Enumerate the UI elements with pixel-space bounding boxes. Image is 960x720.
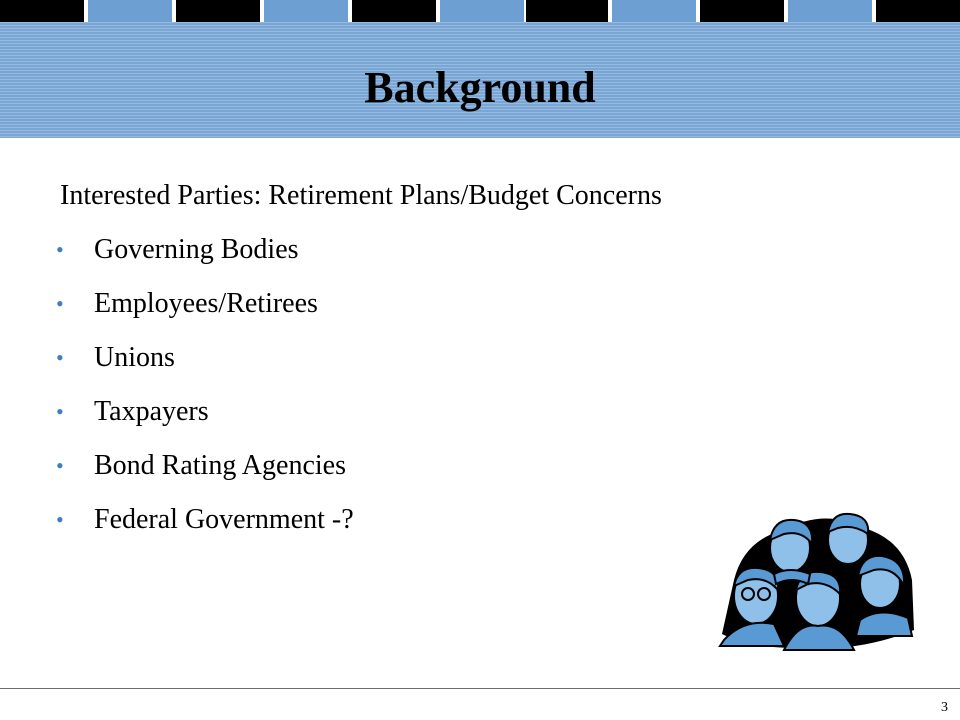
bullet-icon: • [56, 345, 64, 370]
top-decorative-strip [0, 0, 960, 22]
footer-divider [0, 688, 960, 689]
intro-text: Interested Parties: Retirement Plans/Budget Concerns [60, 180, 662, 211]
bullet-text: Employees/Retirees [94, 288, 318, 319]
list-item [56, 392, 354, 446]
strip-block [176, 0, 260, 22]
bullet-text: Federal Government -? [94, 504, 354, 535]
strip-block [700, 0, 784, 22]
list-item [56, 500, 354, 554]
strip-block [0, 0, 84, 22]
strip-block [440, 0, 524, 22]
strip-block [876, 0, 960, 22]
list-item [56, 230, 354, 284]
page-number: 3 [941, 700, 948, 715]
bullet-icon: • [56, 237, 64, 262]
bullet-list [56, 230, 354, 554]
bullet-text: Taxpayers [94, 396, 209, 427]
bullet-icon: • [56, 291, 64, 316]
list-item [56, 284, 354, 338]
strip-block [788, 0, 872, 22]
strip-block [352, 0, 436, 22]
list-item [56, 338, 354, 392]
slide-title: Background [364, 63, 596, 112]
bullet-icon: • [56, 507, 64, 532]
bullet-text: Bond Rating Agencies [94, 450, 346, 481]
strip-block [264, 0, 348, 22]
bullet-icon: • [56, 453, 64, 478]
strip-block [612, 0, 696, 22]
group-of-people-icon [714, 510, 920, 654]
bullet-text: Governing Bodies [94, 234, 299, 265]
bullet-text: Unions [94, 342, 175, 373]
strip-block [88, 0, 172, 22]
strip-block [526, 0, 608, 22]
list-item [56, 446, 354, 500]
bullet-icon: • [56, 399, 64, 424]
